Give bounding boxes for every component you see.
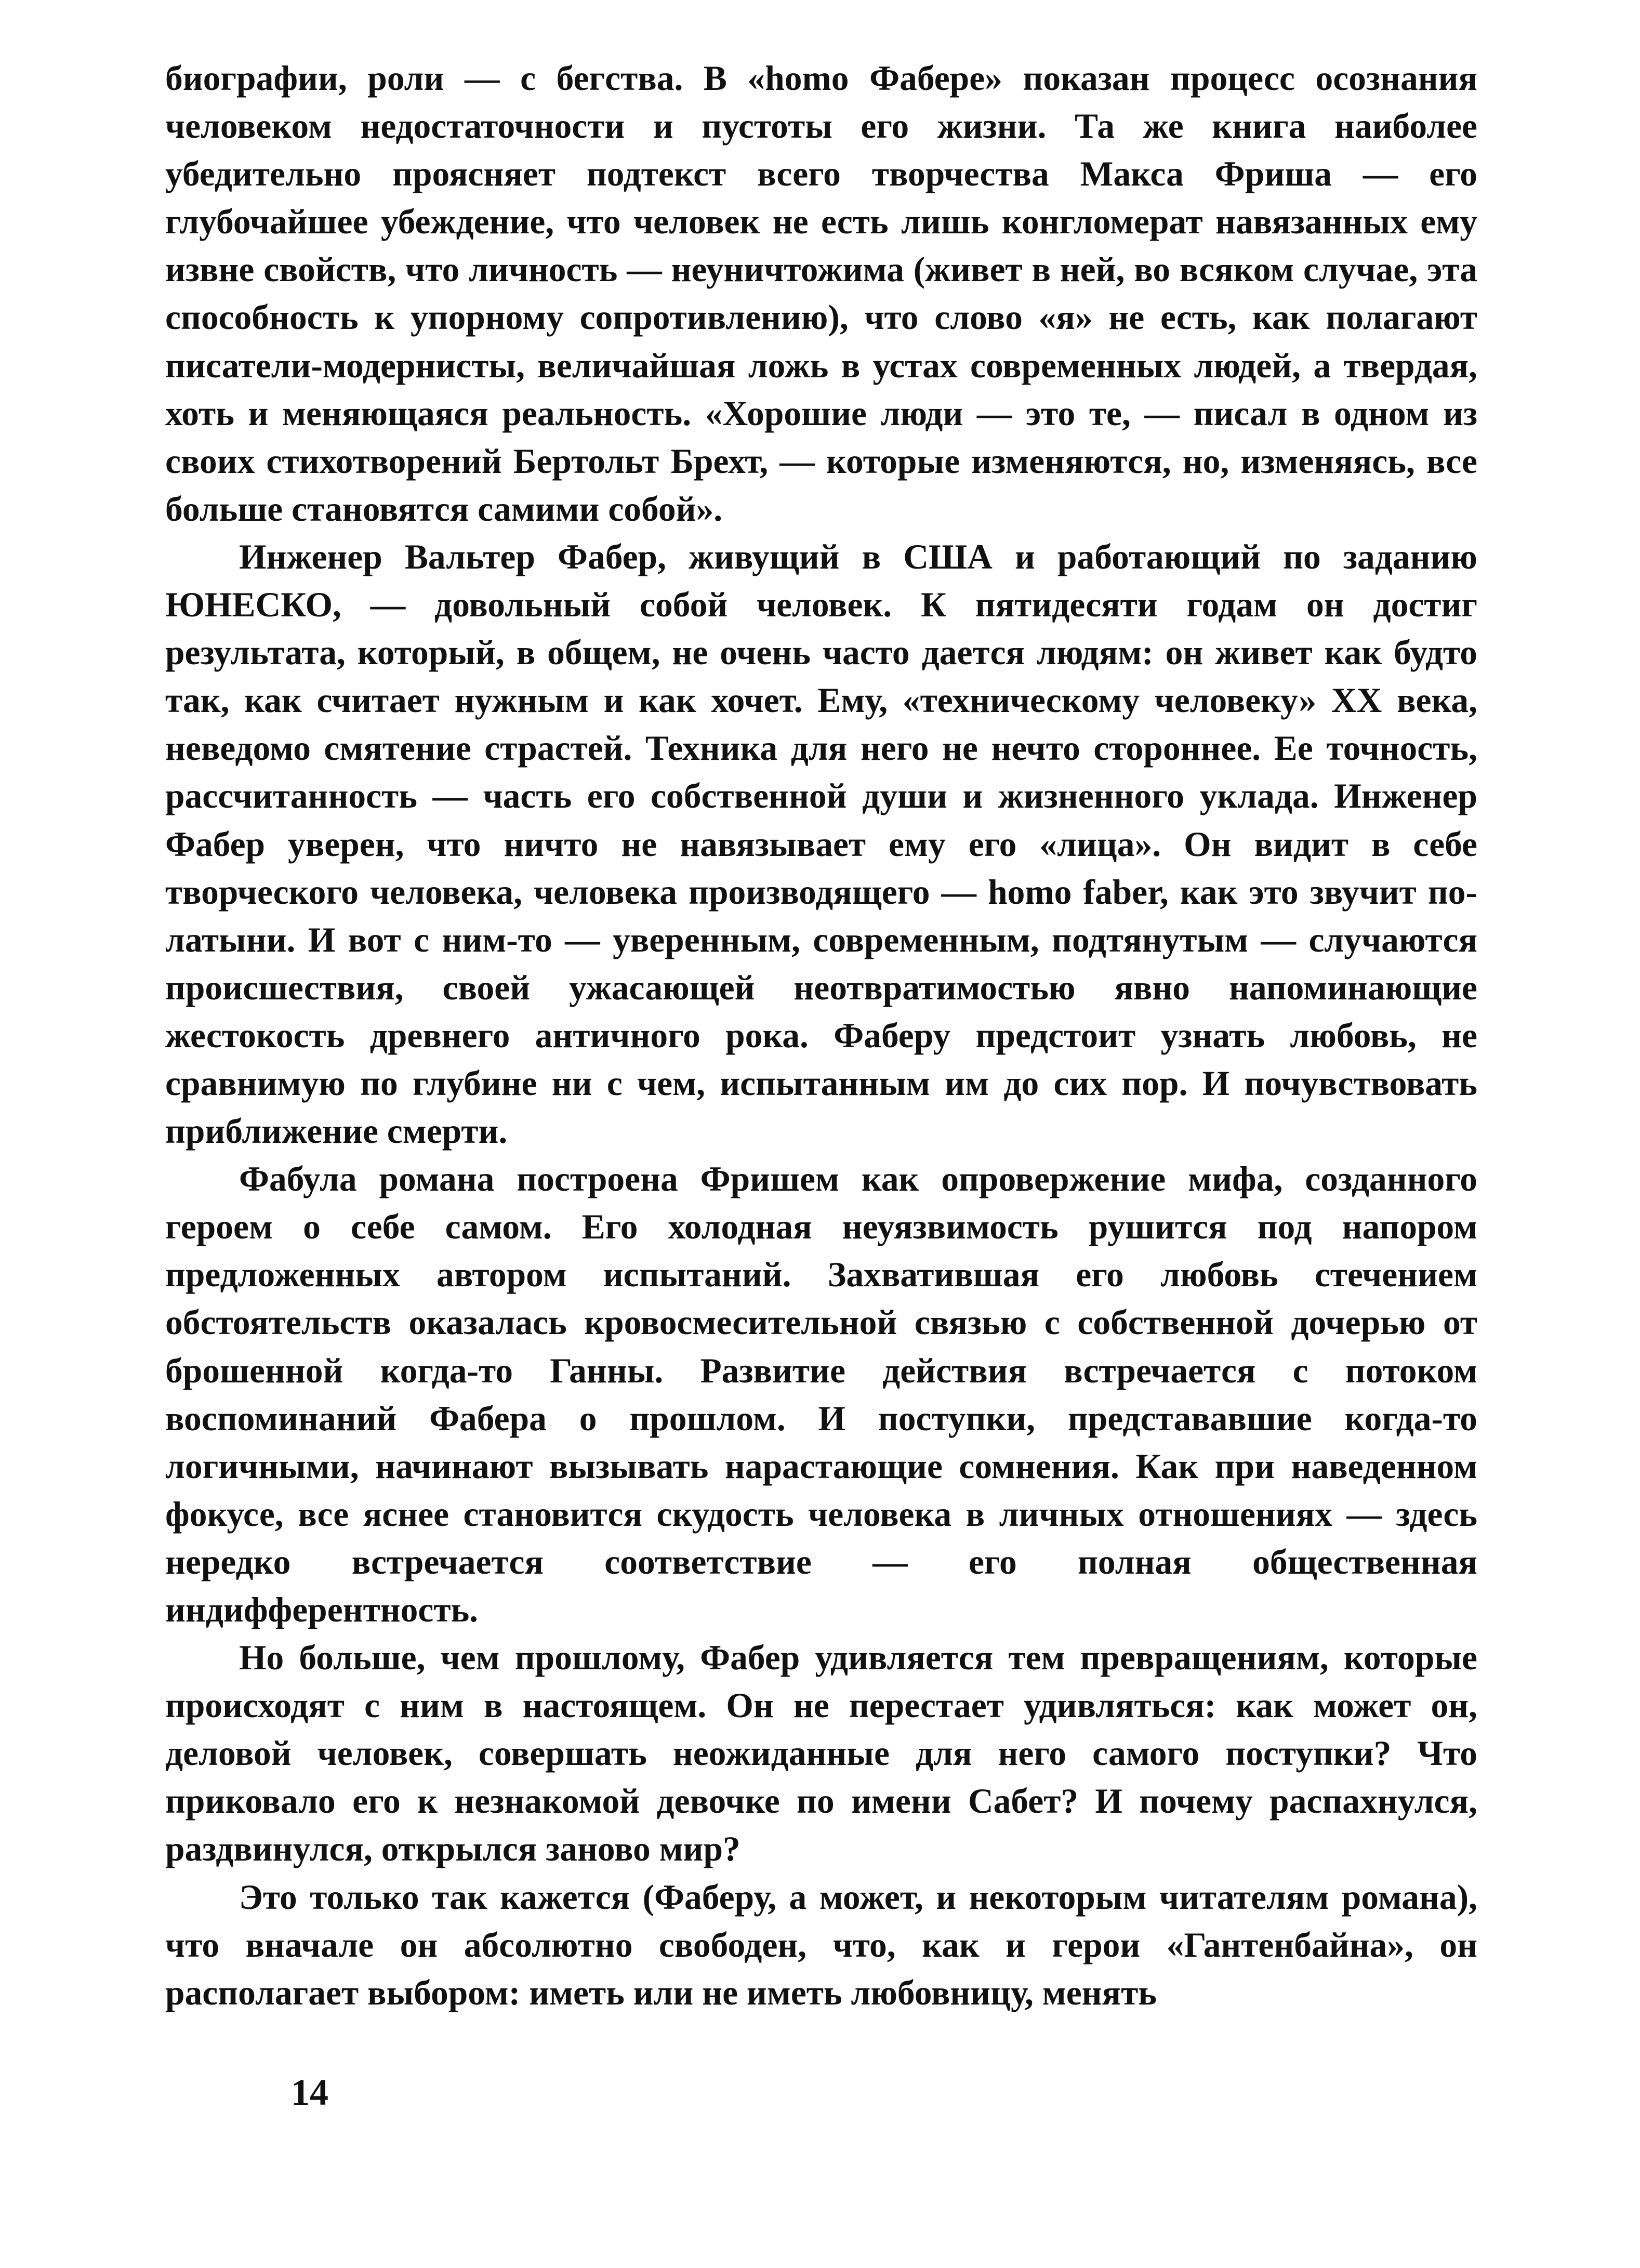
paragraph-4: Но больше, чем прошлому, Фабер удивляется тем превращениям, которые происходят с ним в настоящем. Он не перестает удивляться: как может он, деловой человек, совершать неожиданные для него самого поступки? Что приковало его к незнакомой девочке по имени Сабет? И почему распахнулся, раздвинулся, открылся заново мир? (165, 1638, 1477, 1869)
paragraph-2: Инженер Вальтер Фабер, живущий в США и работающий по заданию ЮНЕСКО, — довольный собой человек. К пятидесяти годам он достиг результата, который, в общем, не очень часто дается людям: он живет как будто так, как считает нужным и как хочет. Ему, «техническому человеку» XX века, неведомо смятение страстей. Техника для него не нечто стороннее. Ее точность, рассчитанность — часть его собственной души и жизненного уклада. Инженер Фабер уверен, что ничто не навязывает ему его «лица». Он видит в себе творческого человека, человека производящего — homo faber, как это звучит по-латыни. И вот с ним-то — уверенным, современным, подтянутым — случаются происшествия, своей ужасающей неотвратимостью явно напоминающие жестокость древнего античного рока. Фаберу предстоит узнать любовь, не сравнимую по глубине ни с чем, испытанным им до сих пор. И почувствовать приближение смерти. (165, 537, 1477, 1151)
paragraph-3: Фабула романа построена Фришем как опровержение мифа, созданного героем о себе самом. Его холодная неуязвимость рушится под напором предложенных автором испытаний. Захватившая его любовь стечением обстоятельств оказалась кровосмесительной связью с собственной дочерью от брошенной когда-то Ганны. Развитие действия встречается с потоком воспоминаний Фабера о прошлом. И поступки, представавшие когда-то логичными, начинают вызывать нарастающие сомнения. Как при наведенном фокусе, все яснее становится скудость человека в личных отношениях — здесь нередко встречается соответствие — его полная общественная индифферентность. (165, 1159, 1477, 1629)
paragraph-5: Это только так кажется (Фаберу, а может, и некоторым читателям романа), что вначале он абсолютно свободен, что, как и герои «Гантенбайна», он располагает выбором: иметь или не иметь любовницу, менять (165, 1877, 1477, 2012)
paragraph-1: биографии, роли — с бегства. В «homo Фабере» показан процесс осознания человеком недостаточности и пустоты его жизни. Та же книга наиболее убедительно проясняет подтекст всего творчества Макса Фриша — его глубочайшее убеждение, что человек не есть лишь конгломерат навязанных ему извне свойств, что личность — неуничтожима (живет в ней, во всяком случае, эта способность к упорному сопротивлению), что слово «я» не есть, как полагают писатели-модернисты, величайшая ложь в устах современных людей, а твердая, хоть и меняющаяся реальность. «Хорошие люди — это те, — писал в одном из своих стихотворений Бертольт Брехт, — которые изменяются, но, изменяясь, все больше становятся самими собой». (165, 59, 1477, 529)
body-text (165, 55, 1477, 2017)
page-number: 14 (291, 2072, 328, 2113)
